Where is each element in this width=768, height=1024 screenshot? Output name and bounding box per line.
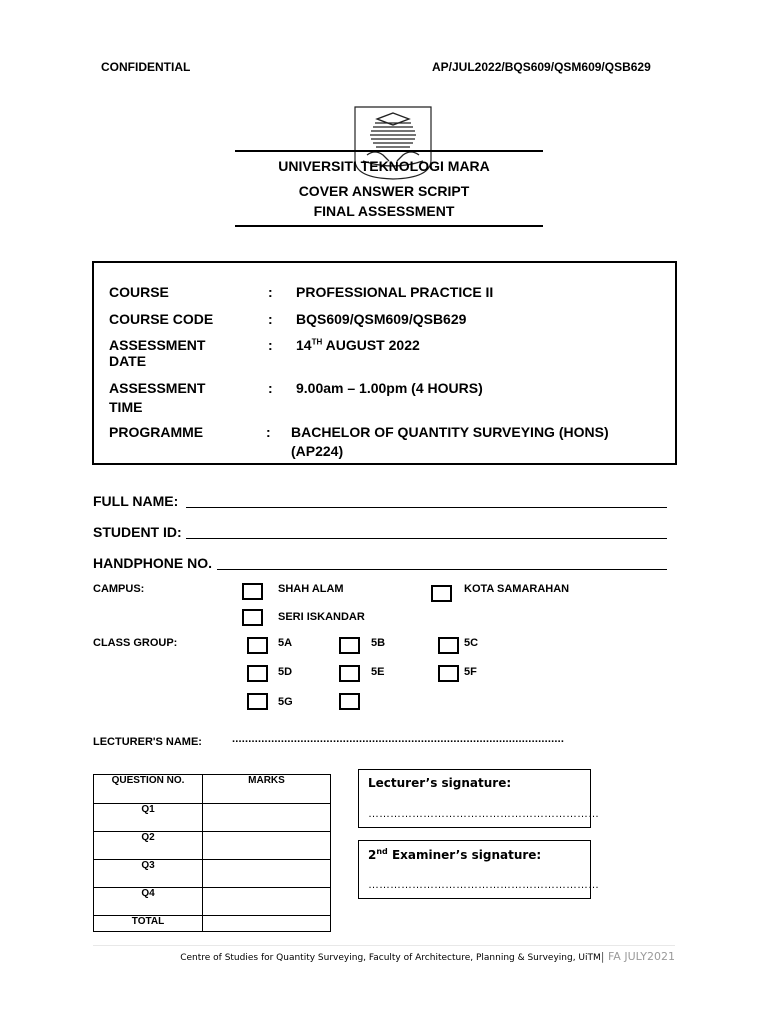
examiner-ordinal-suffix: nd	[376, 847, 388, 856]
question-cell: Q1	[94, 804, 203, 832]
class-group-label: CLASS GROUP:	[93, 637, 178, 649]
course-code-label: COURSE CODE	[109, 311, 214, 327]
final-assessment-title: FINAL ASSESSMENT	[313, 203, 455, 219]
course-value: PROFESSIONAL PRACTICE II	[296, 284, 494, 300]
programme-value-line2: (AP224)	[291, 443, 344, 459]
course-code-value: BQS609/QSM609/QSB629	[296, 311, 467, 327]
assessment-time-value: 9.00am – 1.00pm (4 HOURS)	[296, 380, 483, 396]
campus-kota-samarahan-checkbox[interactable]	[431, 585, 452, 602]
assessment-date-value	[296, 337, 420, 353]
colon: :	[268, 284, 273, 300]
title-top-rule	[235, 150, 543, 152]
lecturer-name-label: LECTURER'S NAME:	[93, 736, 202, 748]
table-row-total	[94, 916, 331, 932]
programme-label: PROGRAMME	[109, 424, 204, 440]
campus-option-label: SHAH ALAM	[278, 583, 344, 595]
class-5f-checkbox[interactable]	[438, 665, 459, 682]
footer	[180, 950, 675, 963]
colon: :	[268, 311, 273, 327]
colon: :	[266, 424, 271, 440]
examiner-signature-field[interactable]: ………………………………………………………	[368, 879, 599, 891]
class-5c-checkbox[interactable]	[438, 637, 459, 654]
assessment-date-label-line1: ASSESSMENT	[109, 337, 206, 353]
question-cell: Q2	[94, 832, 203, 860]
document-code: AP/JUL2022/BQS609/QSM609/QSB629	[432, 60, 651, 74]
handphone-field[interactable]	[217, 569, 667, 570]
date-month-year: AUGUST 2022	[322, 337, 420, 353]
assessment-date-label-line2: DATE	[109, 353, 147, 369]
campus-seri-iskandar-checkbox[interactable]	[242, 609, 263, 626]
programme-value-line1: BACHELOR OF QUANTITY SURVEYING (HONS)	[291, 424, 609, 440]
table-row	[94, 804, 331, 832]
campus-option-label: KOTA SAMARAHAN	[464, 583, 570, 595]
marks-cell[interactable]	[203, 832, 331, 860]
full-name-field[interactable]	[186, 507, 667, 508]
lecturer-signature-box	[358, 769, 599, 828]
lecturer-signature-label: Lecturer’s signature:	[368, 776, 512, 790]
class-option-label: 5B	[371, 637, 386, 649]
table-row	[94, 888, 331, 916]
assessment-time-label-line2: TIME	[109, 399, 143, 415]
title-bottom-rule	[235, 225, 543, 227]
class-option-label: 5F	[464, 666, 477, 678]
marks-cell[interactable]	[203, 860, 331, 888]
handphone-label: HANDPHONE NO.	[93, 555, 213, 571]
confidential-label: CONFIDENTIAL	[101, 60, 191, 74]
question-cell: Q3	[94, 860, 203, 888]
marks-table	[93, 774, 331, 932]
class-blank-checkbox[interactable]	[339, 693, 360, 710]
date-suffix: TH	[311, 337, 323, 347]
total-cell: TOTAL	[94, 916, 203, 932]
question-cell: Q4	[94, 888, 203, 916]
assessment-time-label-line1: ASSESSMENT	[109, 380, 206, 396]
class-5e-checkbox[interactable]	[339, 665, 360, 682]
footer-text: Centre of Studies for Quantity Surveying, Faculty of Architecture, Planning & Surveying, UiTM	[180, 953, 601, 963]
examiner-label-text: Examiner’s signature:	[387, 848, 542, 862]
campus-label: CAMPUS:	[93, 583, 145, 595]
student-id-label: STUDENT ID:	[93, 524, 182, 540]
full-name-label: FULL NAME:	[93, 493, 179, 509]
class-5d-checkbox[interactable]	[247, 665, 268, 682]
footer-divider	[93, 945, 675, 946]
campus-option-label: SERI ISKANDAR	[278, 611, 365, 623]
total-marks-cell[interactable]	[203, 916, 331, 932]
marks-cell[interactable]	[203, 888, 331, 916]
table-row	[94, 860, 331, 888]
lecturer-name-field[interactable]: ......................................................................................................	[232, 733, 565, 745]
examiner-signature-label	[368, 847, 541, 862]
course-label: COURSE	[109, 284, 169, 300]
lecturer-signature-field[interactable]: ………………………………………………………	[368, 808, 599, 820]
class-5a-checkbox[interactable]	[247, 637, 268, 654]
cover-title: COVER ANSWER SCRIPT	[298, 183, 470, 199]
footer-tag: FA JULY2021	[607, 950, 675, 963]
class-option-label: 5C	[464, 637, 479, 649]
date-day: 14	[296, 337, 312, 353]
marks-header: MARKS	[203, 775, 331, 804]
colon: :	[268, 337, 273, 353]
class-option-label: 5D	[278, 666, 293, 678]
colon: :	[268, 380, 273, 396]
class-option-label: 5A	[278, 637, 293, 649]
question-no-header: QUESTION NO.	[94, 775, 203, 804]
marks-cell[interactable]	[203, 804, 331, 832]
class-option-label: 5G	[278, 696, 293, 708]
table-row	[94, 832, 331, 860]
class-5b-checkbox[interactable]	[339, 637, 360, 654]
class-option-label: 5E	[371, 666, 385, 678]
campus-shah-alam-checkbox[interactable]	[242, 583, 263, 600]
examiner-signature-box	[358, 840, 599, 899]
footer-separator: |	[600, 950, 608, 963]
table-header-row	[94, 775, 331, 804]
student-id-field[interactable]	[186, 538, 667, 539]
university-name: UNIVERSITI TEKNOLOGI MARA	[278, 158, 490, 174]
class-5g-checkbox[interactable]	[247, 693, 268, 710]
examiner-ordinal: 2	[368, 848, 377, 862]
